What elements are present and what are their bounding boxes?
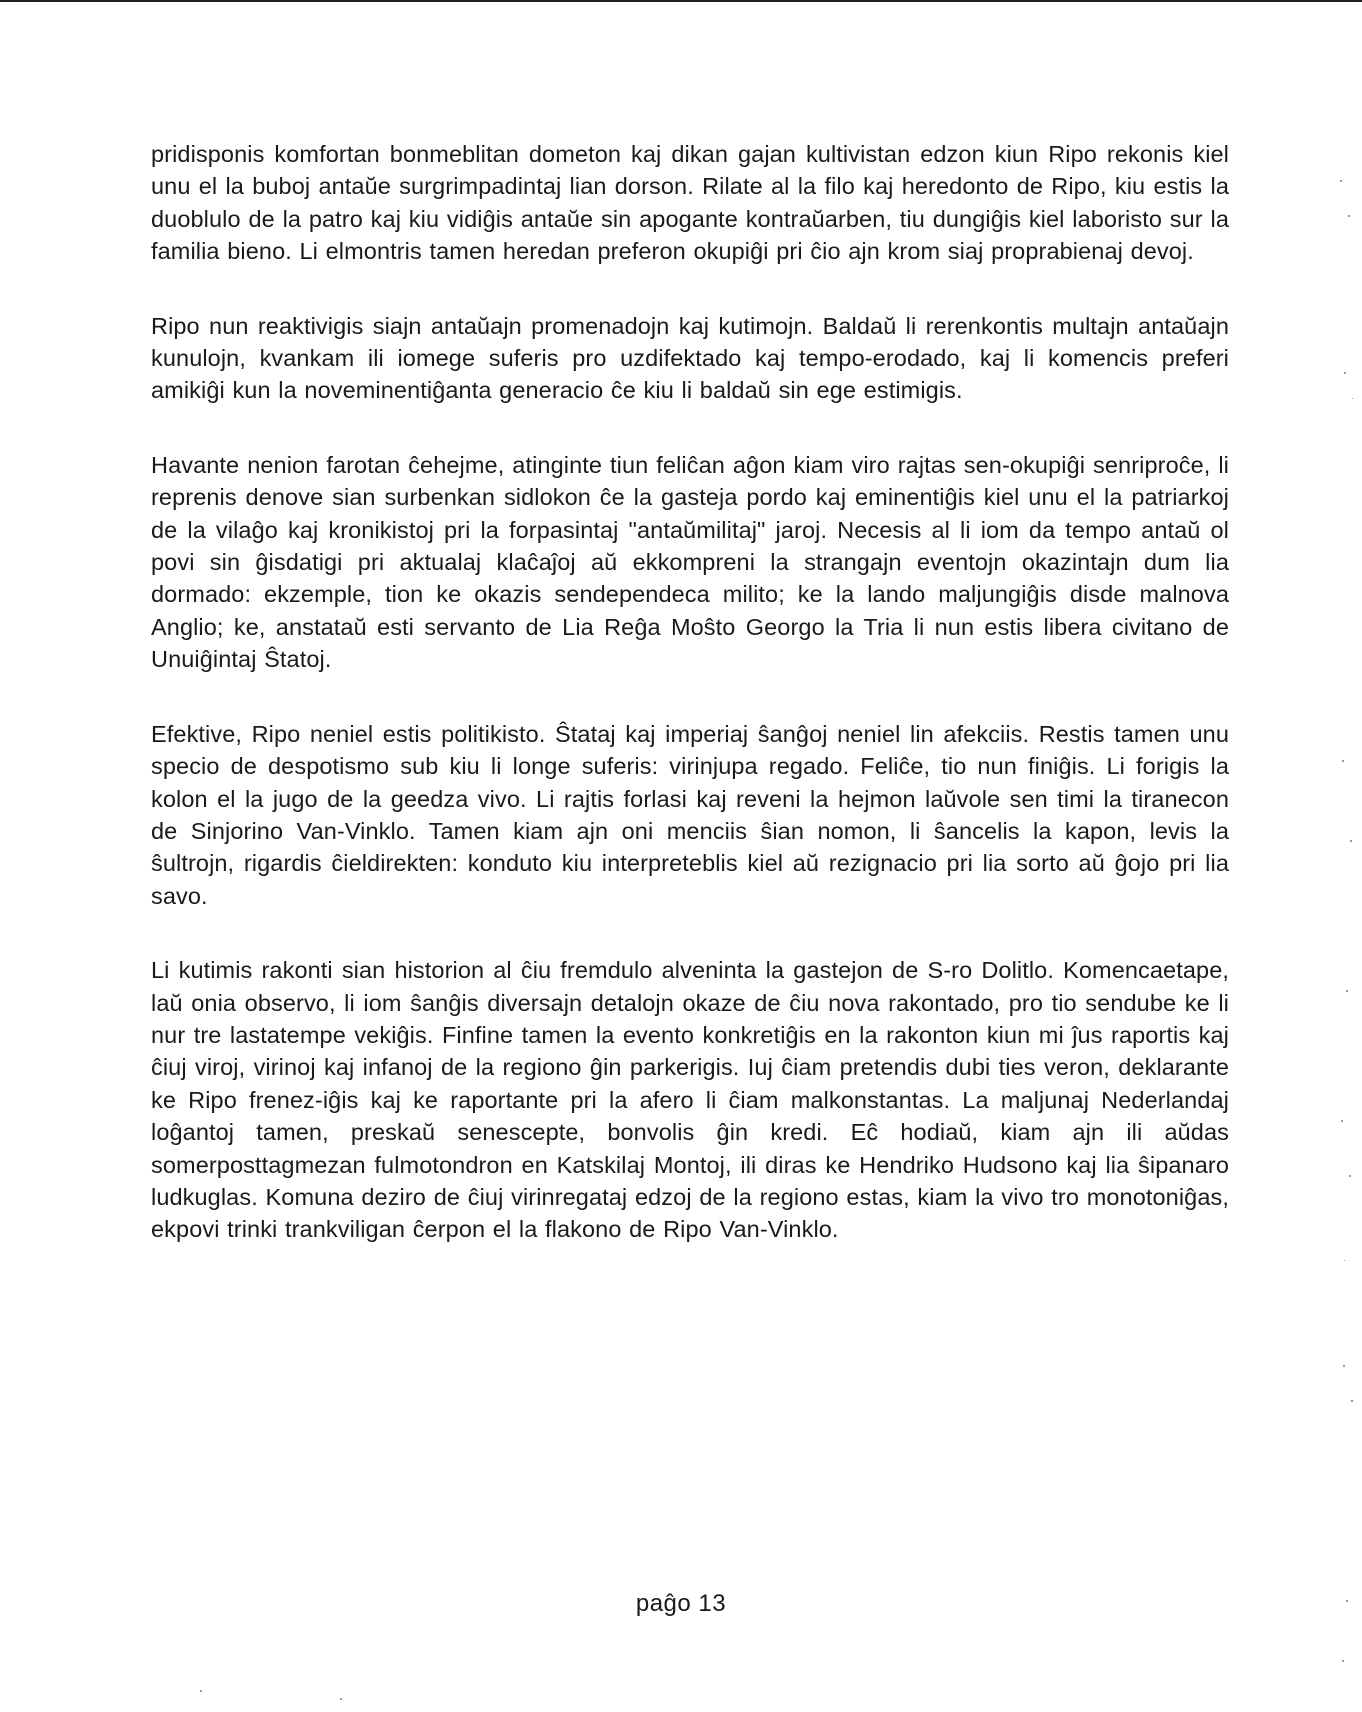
paragraph-1: pridisponis komfortan bonmeblitan dometon kaj dikan gajan kultivistan edzon kiun Ripo rekonis kiel unu el la buboj antaŭe surgrimpadintaj lian dorson. Rilate al la filo kaj heredonto de Ripo, kiu estis la duoblulo de la patro kaj kiu vidiĝis antaŭe sin apogante kontraŭarben, tiu dungiĝis kiel laboristo sur la familia bieno. Li elmontris tamen heredan preferon okupiĝi pri ĉio ajn krom siaj proprabienaj devoj. [151, 141, 1229, 265]
paragraph-5: Li kutimis rakonti sian historion al ĉiu fremdulo alveninta la gastejon de S-ro Dolitlo. Komencaetape, laŭ onia observo, li iom ŝanĝis diversajn detalojn okaze de ĉiu nova rakontado, pro tio sendube ke li nur tre lastatempe vekiĝis. Finfine tamen la evento konkretiĝis en la rakonton kiun mi ĵus raportis kaj ĉiuj viroj, virinoj kaj infanoj de la regiono ĝin parkerigis. Iuj ĉiam pretendis dubi ties veron, deklarante ke Ripo frenez-iĝis kaj ke raportante pri la afero li ĉiam malkonstantas. La maljunaj Nederlandaj loĝantoj tamen, preskaŭ senescepte, bonvolis ĝin kredi. Eĉ hodiaŭ, kiam ajn ili aŭdas somerposttagmezan fulmotondron en Katskilaj Montoj, ili diras ke Hendriko Hudsono kaj lia ŝipanaro ludkuglas. Komuna deziro de ĉiuj virinregataj edzoj de la regiono estas, kiam la vivo tro monotoniĝas, ekpovi trinki trankviligan ĉerpon el la flakono de Ripo Van-Vinklo. [151, 957, 1229, 1243]
page-number: paĝo 13 [635, 1590, 727, 1617]
paragraph-3: Havante nenion farotan ĉehejme, atinginte tiun feliĉan aĝon kiam viro rajtas sen-okupiĝi senriproĉe, li reprenis denove sian surbenkan sidlokon ĉe la gasteja pordo kaj eminentiĝis kiel unu el la patriarkoj de la vilaĝo kaj kronikistoj pri la forpasintaj "antaŭmilitaj" jaroj. Necesis al li iom da tempo antaŭ ol povi sin ĝisdatigi pri aktualaj klaĉaĵoj aŭ ekkompreni la strangajn eventojn okazintajn dum lia dormado: ekzemple, tion ke okazis sendependeca milito; ke la lando maljungiĝis disde malnova Anglio; ke, anstataŭ esti servanto de Lia Reĝa Moŝto Georgo la Tria li nun estis libera civitano de Unuiĝintaj Ŝtatoj. [151, 451, 1229, 673]
top-edge-rule [0, 0, 1362, 2]
paragraph-4: Efektive, Ripo neniel estis politikisto. Ŝtataj kaj imperiaj ŝanĝoj neniel lin afekciis. Restis tamen unu specio de despotismo sub kiu li longe suferis: virinjupa regado. Feliĉe, tio nun finiĝis. Li forigis la kolon el la jugo de la geedza vivo. Li rajtis forlasi kaj reveni la hejmon laŭvole sen timi la tiranecon de Sinjorino Van-Vinklo. Tamen kiam ajn oni menciis ŝian nomon, li ŝancelis la kapon, levis la ŝultrojn, rigardis ĉieldirekten: konduto kiu interpreteblis kiel aŭ rezignacio pri lia sorto aŭ ĝojo pri lia savo. [151, 720, 1229, 909]
paragraph-2: Ripo nun reaktivigis siajn antaŭajn promenadojn kaj kutimojn. Baldaŭ li rerenkontis multajn antaŭajn kunulojn, kvankam ili iomege suferis pro uzdifektado kaj tempo-erodado, kaj li komencis preferi amikiĝi kun la noveminentiĝanta generacio ĉe kiu li baldaŭ sin ege estimigis. [151, 312, 1229, 404]
text-column [151, 138, 1229, 1288]
